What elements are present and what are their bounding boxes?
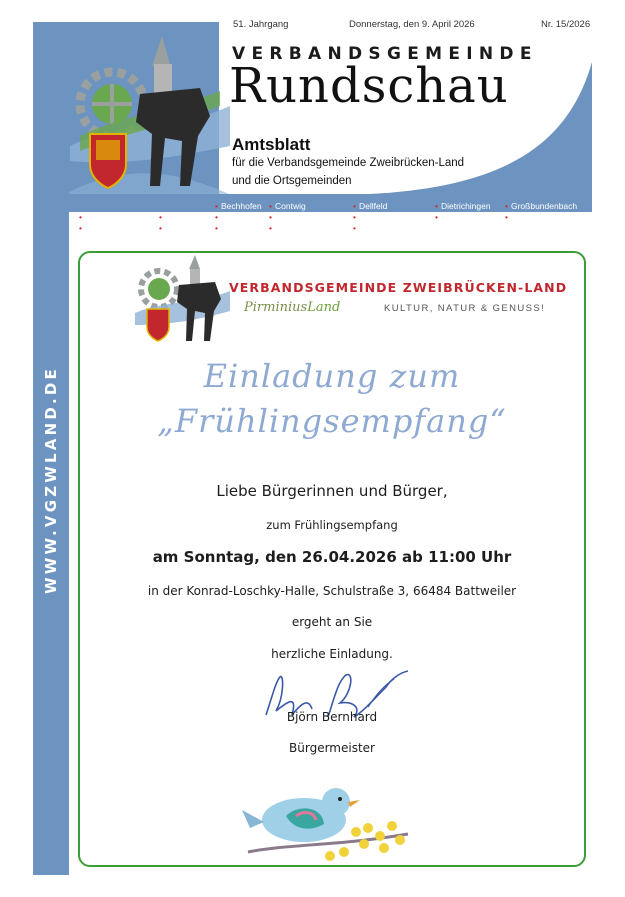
coat-of-arms-icon [90, 134, 126, 188]
issue-number: Nr. 15/2026 [541, 19, 591, 30]
invitation-line-3: herzliche Einladung. [271, 647, 393, 661]
place-item: • Riedelberg [505, 212, 553, 222]
masthead-verbandsgemeinde: VERBANDSGEMEINDE [232, 44, 538, 64]
subtitle-line-2: und die Ortsgemeinden [232, 175, 352, 187]
newspaper-title: Rundschau [229, 58, 509, 114]
place-item: • Dietrichingen [435, 201, 491, 211]
place-item: • Wiesbach [353, 223, 397, 233]
place-item: • Battweiler [159, 212, 203, 222]
place-item: • Kleinbundenbach [269, 212, 341, 222]
place-item: • Großbundenbach [505, 201, 578, 211]
issue-date: Donnerstag, den 9. April 2026 [349, 19, 475, 30]
place-item: • Mauschbach [435, 212, 490, 222]
amtsblatt-heading: Amtsblatt [232, 135, 311, 154]
organization-name: VERBANDSGEMEINDE ZWEIBRÜCKEN-LAND [229, 280, 568, 295]
place-item: • Contwig [269, 201, 306, 211]
event-location: in der Konrad-Loschky-Halle, Schulstraße 3, 66484 Battweiler [147, 584, 517, 598]
brand-tagline: KULTUR, NATUR & GENUSS! [384, 303, 546, 314]
greeting: Liebe Bürgerinnen und Bürger, [216, 482, 448, 500]
event-date: am Sonntag, den 26.04.2026 ab 11:00 Uhr [152, 548, 512, 566]
place-item: • Bechhofen [215, 201, 262, 211]
place-item: • Hornbach [159, 223, 202, 233]
place-item: • Dellfeld [353, 201, 388, 211]
subtitle-line-1: für die Verbandsgemeinde Zweibrücken-Land [232, 157, 465, 169]
invitation-title-line-2: „Frühlingsempfang“ [157, 402, 507, 440]
place-item: • Kleinsteinhausen [353, 212, 424, 222]
place-item: • Großsteinhausen [79, 223, 151, 233]
horse-rider-icon [136, 36, 210, 186]
card-logo [135, 255, 230, 343]
brand-script: PirminiusLand [244, 300, 341, 315]
municipality-list [69, 196, 592, 237]
place-item: • Althornbach [79, 212, 131, 222]
volume-label: 51. Jahrgang [233, 19, 289, 30]
invitation-line-2: ergeht an Sie [291, 615, 373, 629]
bird-illustration [238, 776, 418, 868]
signer-title: Bürgermeister [289, 741, 375, 755]
place-item: • Walshausen [269, 223, 322, 233]
sidebar-website-url: WWW.VGZWLAND.DE [42, 365, 60, 595]
header-logo [70, 36, 230, 196]
place-item: • Rosenkopf [215, 223, 262, 233]
signer-name: Björn Bernhard [286, 710, 378, 724]
invitation-title-line-1: Einladung zum [203, 357, 461, 395]
place-item: • Käshofen [215, 212, 257, 222]
invitation-line-1: zum Frühlingsempfang [266, 518, 398, 532]
